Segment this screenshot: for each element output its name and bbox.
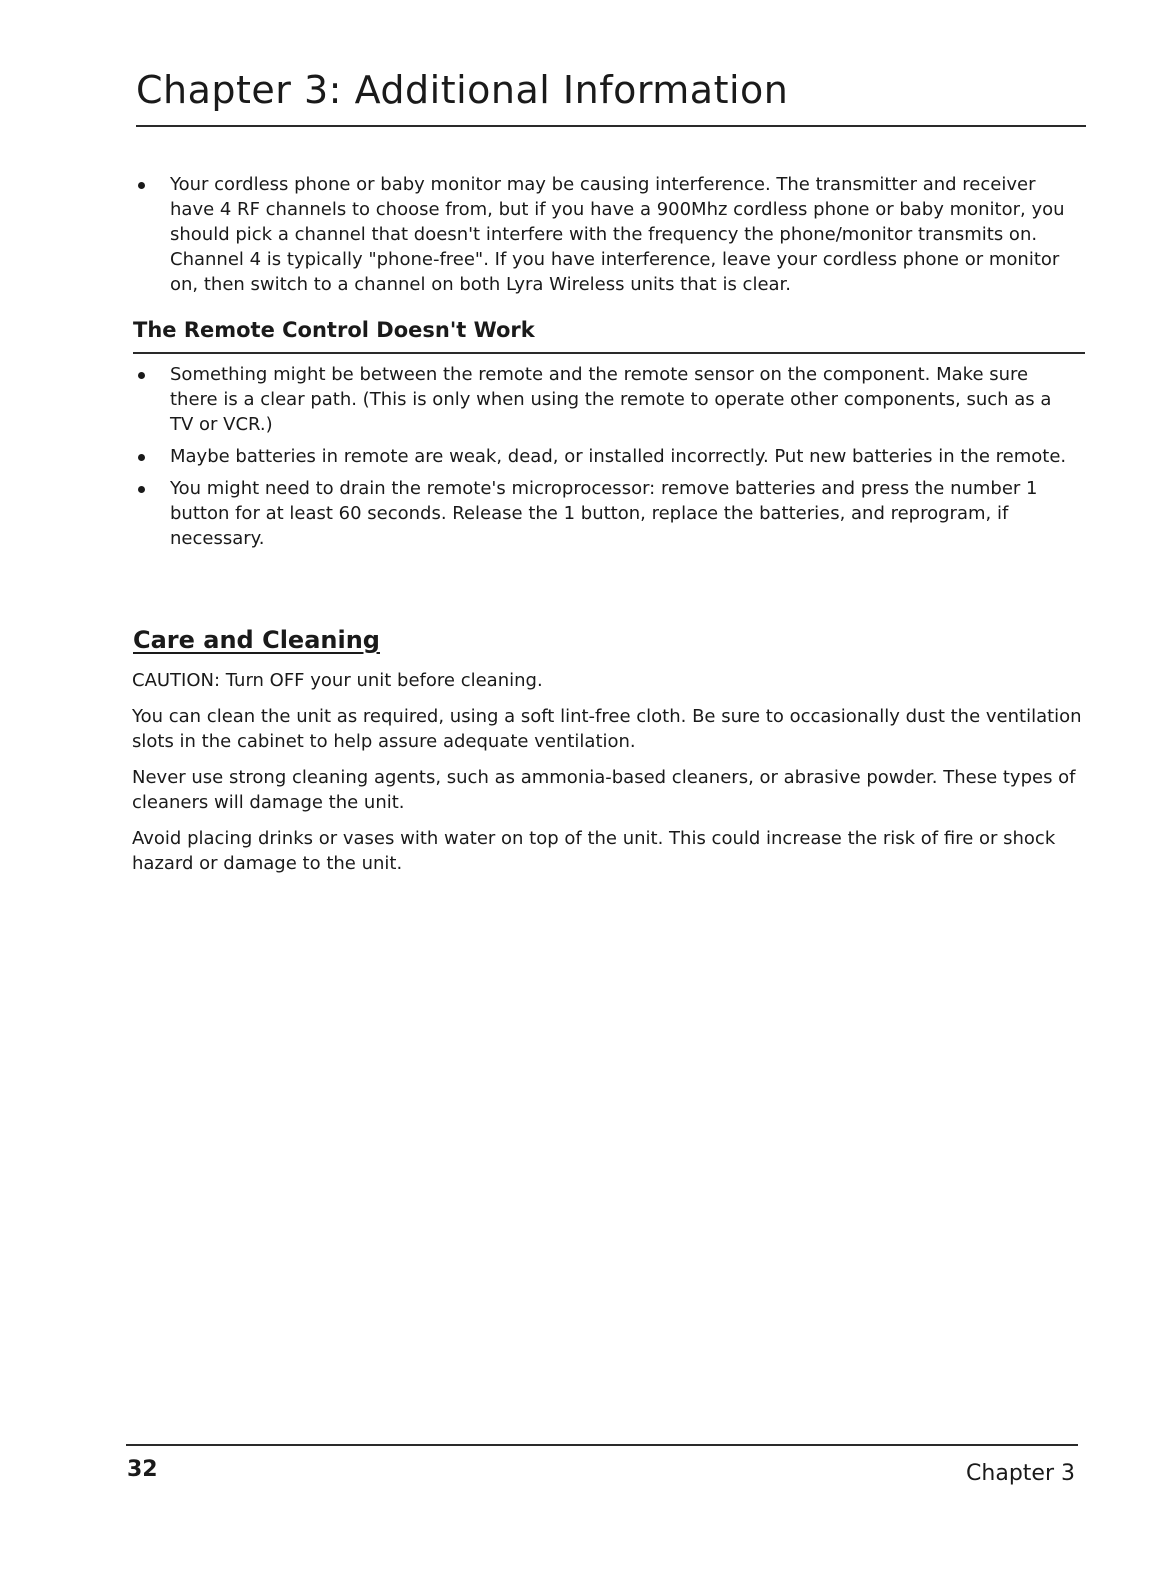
title-divider bbox=[136, 125, 1086, 127]
footer-divider bbox=[126, 1444, 1078, 1446]
paragraph: Never use strong cleaning agents, such as ammonia-based cleaners, or abrasive powder. These types of cleaners will damage the unit. bbox=[132, 767, 1076, 813]
section-divider bbox=[133, 352, 1085, 354]
bullet-icon bbox=[138, 486, 145, 493]
bullet-text: Your cordless phone or baby monitor may be causing interference. The transmitter and receiver have 4 RF channels to choose from, but if you have a 900Mhz cordless phone or baby monitor, you should pick a channel that doesn't interfere with the frequency the phone/monitor transmits on. Channel 4 is typically "phone-free". If you have interference, leave your cordless phone or monitor on, then switch to a channel on both Lyra Wireless units that is clear. bbox=[170, 174, 1065, 295]
paragraph: Avoid placing drinks or vases with water on top of the unit. This could increase the risk of fire or shock hazard or damage to the unit. bbox=[132, 828, 1056, 874]
bullet-icon bbox=[138, 372, 145, 379]
bullet-text: You might need to drain the remote's microprocessor: remove batteries and press the number 1 button for at least 60 seconds. Release the 1 button, replace the batteries, and reprogram, if necessary. bbox=[170, 478, 1038, 549]
list-item bbox=[136, 362, 1076, 437]
list-item bbox=[136, 172, 1076, 297]
list-item bbox=[136, 476, 1076, 551]
bullet-text: Maybe batteries in remote are weak, dead, or installed incorrectly. Put new batteries in the remote. bbox=[170, 446, 1067, 467]
page-number: 32 bbox=[127, 1457, 158, 1482]
section-heading-care: Care and Cleaning bbox=[133, 626, 380, 654]
section-heading-remote: The Remote Control Doesn't Work bbox=[133, 318, 535, 342]
bullet-text: Something might be between the remote and the remote sensor on the component. Make sure there is a clear path. (This is only when using the remote to operate other components, such as a TV or VCR.) bbox=[170, 364, 1052, 435]
bullet-icon bbox=[138, 182, 145, 189]
paragraph: You can clean the unit as required, using a soft lint-free cloth. Be sure to occasionally dust the ventilation slots in the cabinet to help assure adequate ventilation. bbox=[132, 706, 1082, 752]
page-title: Chapter 3: Additional Information bbox=[136, 68, 789, 112]
footer-chapter-label: Chapter 3 bbox=[966, 1461, 1075, 1486]
caution-paragraph: CAUTION: Turn OFF your unit before cleaning. bbox=[132, 670, 543, 691]
remote-bullet-list bbox=[136, 362, 1076, 558]
bullet-icon bbox=[138, 454, 145, 461]
list-item bbox=[136, 444, 1076, 469]
care-body bbox=[132, 668, 1082, 887]
intro-bullet-list bbox=[136, 172, 1076, 304]
